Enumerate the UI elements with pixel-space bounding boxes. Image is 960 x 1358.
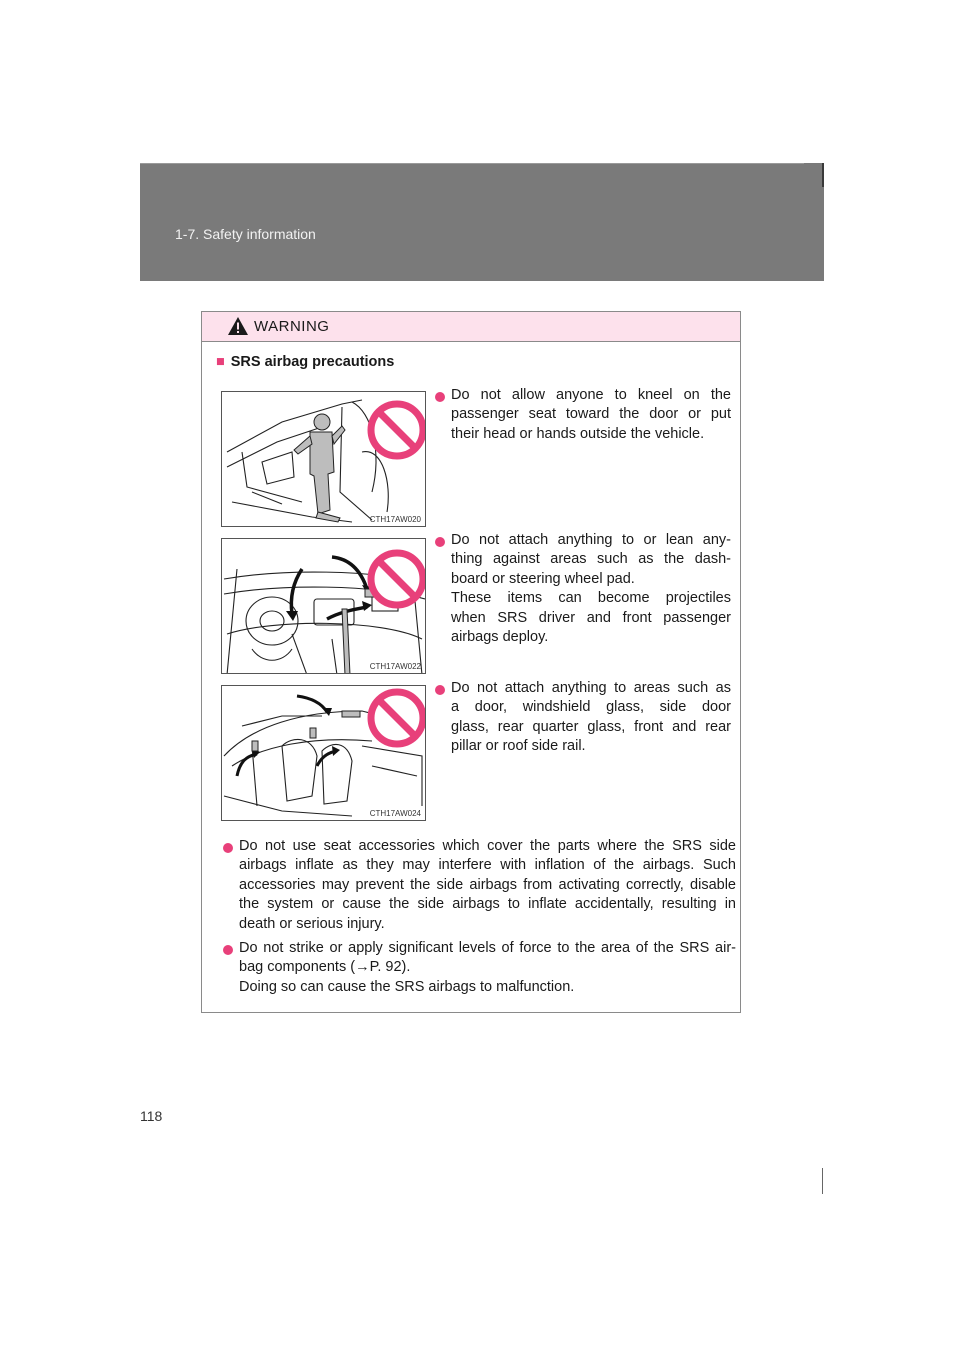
text-line: thing against areas such as the dash-: [451, 551, 731, 568]
figure-code: CTH17AW020: [369, 515, 421, 524]
header-rule: [140, 163, 804, 164]
text-line: the system or cause the side airbags to inflate accidentally, resulting in: [239, 896, 736, 913]
text-line: Doing so can cause the SRS airbags to malfunction.: [239, 978, 575, 995]
warning-triangle-icon: [227, 316, 249, 336]
figure-code: CTH17AW022: [369, 662, 421, 671]
text-line: when SRS driver and front passenger: [451, 609, 731, 626]
illustration-kneeling-passenger: [221, 391, 426, 527]
text-line: passenger seat toward the door or put: [451, 406, 731, 423]
square-bullet-icon: ■: [216, 354, 225, 370]
header-band: [140, 163, 824, 281]
page-number: 118: [140, 1108, 163, 1124]
text-line: Do not attach anything to areas such as: [451, 680, 731, 696]
text-line: Do not use seat accessories which cover the parts where the SRS side: [239, 838, 736, 854]
illustration-cabin: [221, 685, 426, 821]
section-heading: [216, 354, 394, 370]
text-line: airbags inflate as they may interfere with inflation of the airbags. Such: [239, 857, 736, 874]
warning-box: [201, 311, 741, 1013]
text-line: bag components (→P. 92).: [239, 959, 411, 976]
cabin-drawing: [222, 686, 426, 821]
section-heading-text: SRS airbag precautions: [230, 354, 395, 370]
dashboard-drawing: [222, 539, 426, 674]
text-line: Do not strike or apply significant levels of force to the area of the SRS air-: [239, 940, 736, 956]
margin-rule: [822, 1168, 823, 1194]
side-bullet-3: [435, 679, 731, 757]
text-line: a door, windshield glass, side door: [451, 699, 731, 716]
header-tick: [822, 163, 824, 187]
text-line: These items can become projectiles: [451, 590, 731, 607]
text-line: pillar or roof side rail.: [451, 738, 586, 755]
text-line: death or serious injury.: [239, 915, 385, 932]
text-line: board or steering wheel pad.: [451, 570, 635, 587]
kneeling-passenger-drawing: [222, 392, 426, 527]
warning-header: [202, 312, 740, 342]
warning-label: WARNING: [254, 318, 330, 335]
section-title: 1-7. Safety information: [175, 226, 316, 242]
text-line: Do not allow anyone to kneel on the: [451, 387, 731, 403]
full-bullet-2: [223, 939, 736, 997]
text-line: glass, rear quarter glass, front and rear: [451, 718, 731, 735]
text-line: airbags deploy.: [451, 629, 549, 646]
side-bullet-2: [435, 531, 731, 647]
full-bullet-1: [223, 837, 736, 934]
text-line: accessories may prevent the side airbags from activating correctly, disable: [239, 876, 736, 893]
text-line: their head or hands outside the vehicle.: [451, 425, 705, 442]
text-line: Do not attach anything to or lean any-: [451, 532, 731, 548]
figure-code: CTH17AW024: [369, 809, 421, 818]
side-bullet-1: [435, 386, 731, 444]
illustration-dashboard: [221, 538, 426, 674]
